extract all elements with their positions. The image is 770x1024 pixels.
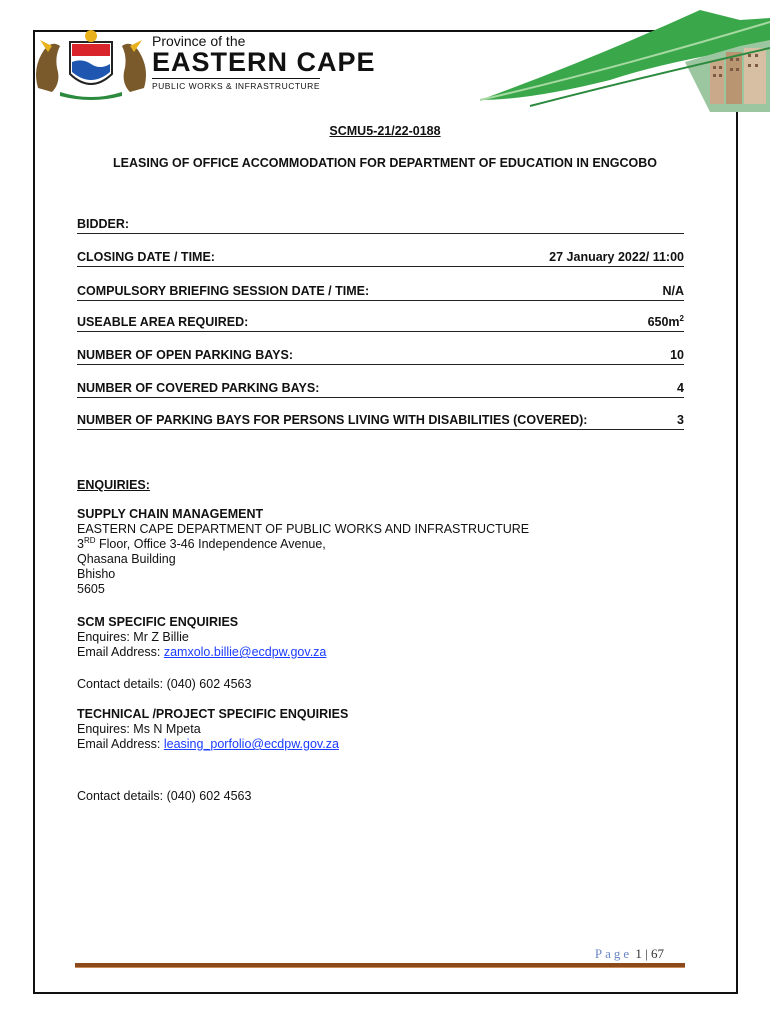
field-label: NUMBER OF COVERED PARKING BAYS: (77, 381, 320, 395)
field-label: NUMBER OF PARKING BAYS FOR PERSONS LIVING WITH DISABILITIES (COVERED): (77, 413, 588, 427)
coat-of-arms-logo (30, 28, 152, 100)
footer-rule (75, 963, 685, 968)
page-number (595, 946, 664, 962)
technical-contact: Contact details: (040) 602 4563 (77, 789, 252, 803)
field-value: $650m^2$ (647, 313, 684, 329)
scm-email-link[interactable]: zamxolo.billie@ecdpw.gov.za (163, 645, 327, 659)
field-value: 27 January 2022/ 11:00 (549, 250, 684, 264)
field-label: CLOSING DATE / TIME: (77, 250, 215, 264)
page-current: 1 (635, 946, 642, 961)
field-value: 10 (670, 348, 684, 362)
technical-contact-person: Enquires: Ms N Mpeta (77, 722, 201, 736)
scm-block (77, 507, 529, 597)
enquiries-heading: ENQUIRIES: (77, 478, 150, 492)
technical-email-link[interactable]: leasing_porfolio@ecdpw.gov.za (163, 737, 339, 751)
field-label: COMPULSORY BRIEFING SESSION DATE / TIME: (77, 284, 370, 298)
scm-specific-block (77, 615, 326, 660)
scm-heading: SUPPLY CHAIN MANAGEMENT (77, 507, 264, 521)
field-label: USEABLE AREA REQUIRED: (77, 315, 249, 329)
technical-heading: TECHNICAL /PROJECT SPECIFIC ENQUIRIES (77, 707, 349, 721)
scm-specific-email-line: Email Address: zamxolo.billie@ecdpw.gov.za (77, 645, 327, 659)
scm-building: Qhasana Building (77, 552, 176, 566)
province-of-label: Province of the (152, 33, 246, 49)
tender-reference: SCMU5-21/22-0188 (329, 124, 441, 138)
scm-town: Bhisho (77, 567, 116, 581)
scm-address-floor: 3RD Floor, Office 3-46 Independence Avenue, (77, 535, 326, 551)
page-separator: | (645, 946, 648, 961)
field-value: N/A (662, 284, 684, 298)
technical-email-line: Email Address: leasing_porfolio@ecdpw.gov.za (77, 737, 339, 751)
scm-org: EASTERN CAPE DEPARTMENT OF PUBLIC WORKS AND INFRASTRUCTURE (77, 522, 530, 536)
department-name: PUBLIC WORKS & INFRASTRUCTURE (152, 78, 320, 91)
field-row-open-parking (77, 347, 684, 365)
page-total: 67 (651, 946, 664, 961)
letterhead-text (152, 34, 376, 94)
scm-specific-heading: SCM SPECIFIC ENQUIRIES (77, 615, 239, 629)
field-row-covered-parking (77, 380, 684, 398)
field-row-disability-parking (77, 412, 684, 430)
field-label: BIDDER: (77, 217, 130, 231)
field-value: 3 (677, 413, 684, 427)
scm-specific-contact-person: Enquires: Mr Z Billie (77, 630, 189, 644)
technical-block (77, 707, 348, 752)
field-row-closing-date (77, 249, 684, 267)
field-row-bidder (77, 216, 684, 234)
field-value: 4 (677, 381, 684, 395)
corner-decoration (470, 0, 770, 115)
page-word: Page (594, 946, 633, 961)
scm-postal-code: 5605 (77, 582, 105, 596)
field-row-briefing-session (77, 283, 684, 301)
province-name: EASTERN CAPE (152, 47, 376, 77)
scm-specific-contact: Contact details: (040) 602 4563 (77, 677, 252, 691)
tender-title: LEASING OF OFFICE ACCOMMODATION FOR DEPARTMENT OF EDUCATION IN ENGCOBO (113, 156, 657, 170)
field-row-useable-area (77, 314, 684, 332)
field-label: NUMBER OF OPEN PARKING BAYS: (77, 348, 293, 362)
